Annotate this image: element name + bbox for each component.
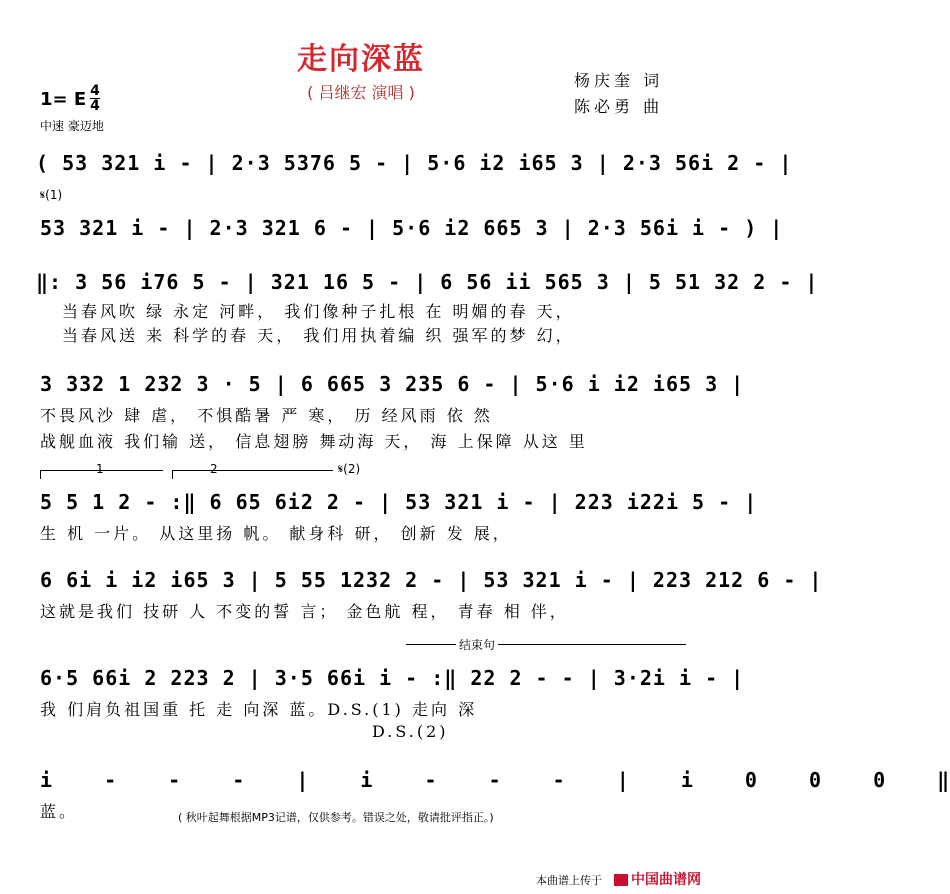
score-line-1: ( 53 321 i - | 2·3 5376 5 - | 5·6 i2 i65 3 | 2·3 56i 2 - | — [36, 151, 793, 175]
upload-note: 本曲谱上传于 — [536, 874, 602, 887]
page-title: 走向深蓝 — [297, 42, 425, 77]
score-line-6: 6 6i i i2 i65 3 | 5 55 1232 2 - | 53 321 i - | 223 212 6 - | — [40, 568, 823, 592]
lyric-line-4-verse-2: 战舰血液 我们输 送， 信息翅膀 舞动海 天， 海 上保障 从这 里 — [40, 432, 588, 451]
score-line-5: 5 5 1 2 - :‖ 6 65 6i2 2 - | 53 321 i - | 223 i22i 5 - | — [40, 490, 758, 514]
time-top: 4 — [90, 83, 100, 99]
lyric-line-5: 生 机 一片。 从这里扬 帆。 献身科 研， 创新 发 展， — [40, 524, 512, 543]
ending-bracket-line — [406, 644, 686, 645]
lyric-line-4-verse-1: 不畏风沙 肆 虐， 不惧酷暑 严 寒， 历 经风雨 依 然 — [40, 406, 493, 425]
composer-credit: 陈必勇 曲 — [574, 97, 664, 116]
volta-2-bracket — [172, 470, 333, 479]
ending-label: 结束句 — [456, 636, 498, 653]
volta-2-label: 2 — [210, 462, 218, 476]
site-logo[interactable] — [614, 869, 701, 889]
lyric-line-7-verse-1: 我 们肩负祖国重 托 走 向深 蓝。D.S.(1) 走向 深 — [40, 700, 478, 719]
lyric-line-8: 蓝。 — [40, 802, 79, 821]
lyric-line-3-verse-1: 当春风吹 绿 永定 河畔， 我们像种子扎根 在 明媚的春 天， — [62, 302, 575, 321]
singer-credit: ( 吕继宏 演唱 ) — [307, 83, 415, 102]
site-logo-icon — [614, 874, 628, 886]
time-bottom: 4 — [90, 98, 100, 114]
volta-1-label: 1 — [96, 462, 104, 476]
lyric-line-3-verse-2: 当春风送 来 科学的春 天， 我们用执着编 织 强军的梦 幻， — [62, 326, 575, 345]
score-line-7: 6·5 66i 2 223 2 | 3·5 66i i - :‖ 22 2 - - | 3·2i i - | — [40, 666, 745, 690]
segno-2-marker: 𝄋(2) — [338, 462, 361, 476]
key-signature: 1= E — [40, 89, 87, 110]
transcriber-note: ( 秋叶起舞根据MP3记谱，仅供参考。错误之处，敬请批评指正。) — [178, 811, 494, 824]
score-line-4: 3 332 1 232 3 · 5 | 6 665 3 235 6 - | 5·6 i i2 i65 3 | — [40, 372, 745, 396]
tempo-marking: 中速 豪迈地 — [40, 119, 104, 133]
time-signature — [90, 84, 100, 113]
score-line-2: 53 321 i - | 2·3 321 6 - | 5·6 i2 665 3 | 2·3 56i i - ) | — [40, 216, 784, 240]
lyric-line-6: 这就是我们 技研 人 不变的誓 言； 金色航 程， 青春 相 伴， — [40, 602, 569, 621]
lyricist-credit: 杨庆奎 词 — [574, 71, 664, 90]
score-line-8: i - - - | i - - - | i 0 0 0 ‖ — [40, 768, 950, 792]
lyric-line-7-verse-2: D.S.(2) — [372, 722, 449, 741]
site-logo-text: 中国曲谱网 — [631, 872, 701, 888]
score-line-3: ‖: 3 56 i76 5 - | 321 16 5 - | 6 56 ii 565 3 | 5 51 32 2 - | — [36, 270, 819, 294]
segno-1-marker: 𝄋(1) — [40, 188, 63, 202]
